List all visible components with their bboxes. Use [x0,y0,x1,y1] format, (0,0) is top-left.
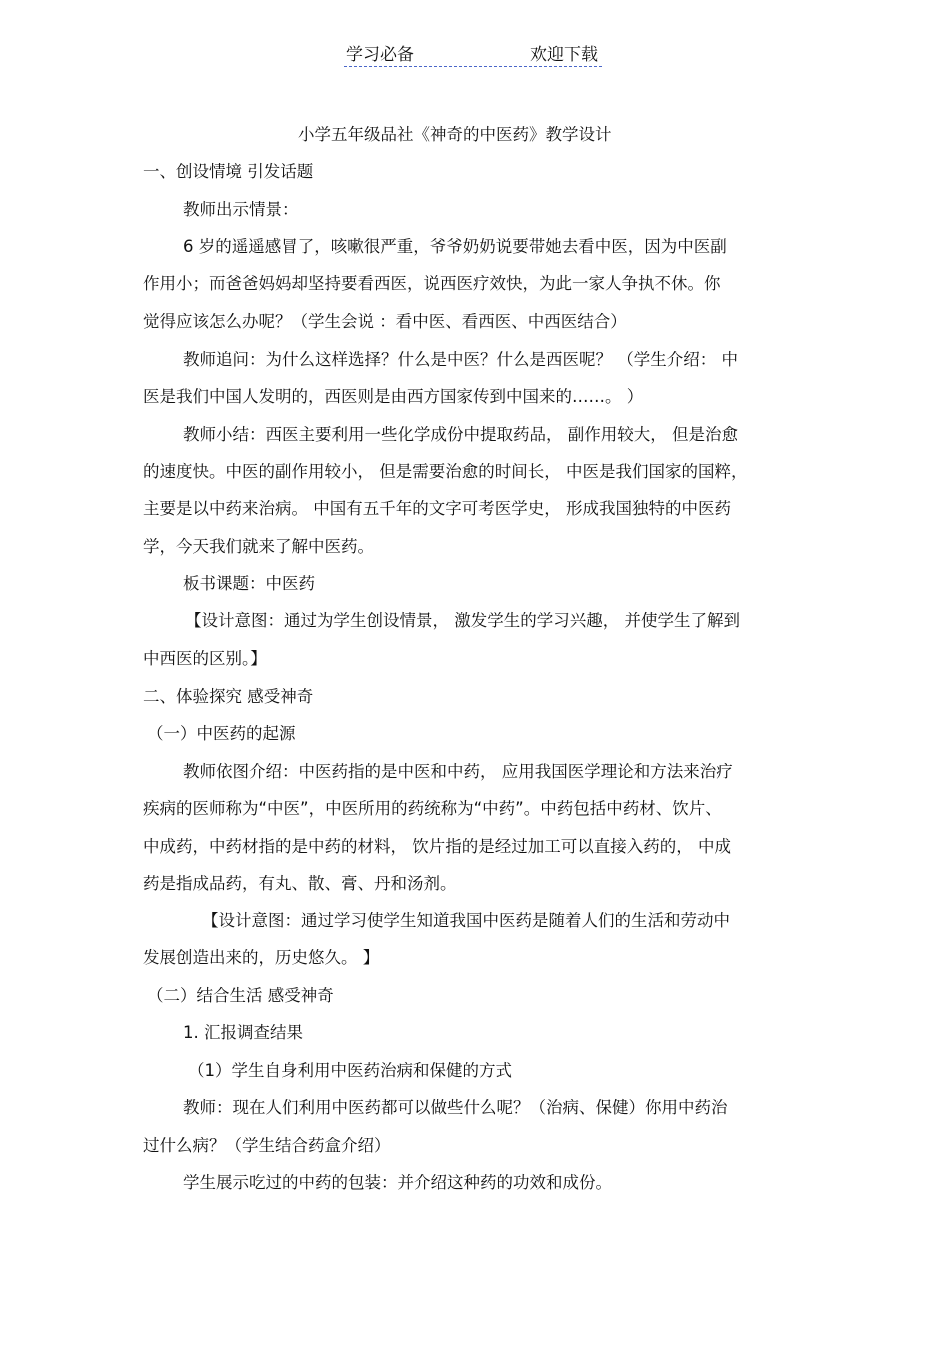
paragraph-line: 教师小结：西医主要利用一些化学成份中提取药品， 副作用较大， 但是治愈 [183,425,738,444]
paragraph-line: 中成药，中药材指的是中药的材料， 饮片指的是经过加工可以直接入药的， 中成 [143,837,731,856]
list-subheading: （1）学生自身利用中医药治病和保健的方式 [188,1061,512,1080]
design-intent-note: 【设计意图：通过为学生创设情景， 激发学生的学习兴趣， 并使学生了解到 [185,611,740,630]
design-intent-note: 【设计意图：通过学习使学生知道我国中医药是随着人们的生活和劳动中 [202,911,730,930]
document-title: 小学五年级品社《神奇的中医药》教学设计 [298,125,612,144]
paragraph-line: 医是我们中国人发明的，西医则是由西方国家传到中国来的……。 ） [143,387,644,406]
paragraph-line: 觉得应该怎么办呢？（学生会说 ：看中医、看西医、中西医结合） [143,312,627,331]
list-heading: 1. 汇报调查结果 [183,1023,303,1042]
subsection-heading: （一）中医药的起源 [147,724,296,743]
paragraph-line: 主要是以中药来治病。 中国有五千年的文字可考医学史， 形成我国独特的中医药 [143,499,731,518]
section-heading-1: 一、创设情境 引发话题 [143,162,314,181]
paragraph-line: 教师依图介绍：中医药指的是中医和中药， 应用我国医学理论和方法来治疗 [183,762,733,781]
design-intent-note: 中西医的区别。】 [143,649,267,668]
subsection-heading: （二）结合生活 感受神奇 [147,986,334,1005]
paragraph-line: 的速度快。中医的副作用较小， 但是需要治愈的时间长， 中医是我们国家的国粹， [143,462,748,481]
paragraph-line: 板书课题：中医药 [183,574,315,593]
paragraph-line: 教师：现在人们利用中医药都可以做些什么呢？（治病、保健）你用中药治 [183,1098,728,1117]
header-left-text: 学习必备 [346,45,414,65]
section-heading-2: 二、体验探究 感受神奇 [143,687,314,706]
page-header [344,40,602,67]
paragraph-line: 疾病的医师称为“中医”，中医所用的药统称为“中药”。中药包括中药材、饮片、 [143,799,722,818]
design-intent-note: 发展创造出来的，历史悠久。 】 [143,948,380,967]
paragraph-line: 教师出示情景： [183,200,299,219]
paragraph-line: 6 岁的遥遥感冒了，咳嗽很严重，爷爷奶奶说要带她去看中医，因为中医副 [183,237,727,256]
paragraph-line: 教师追问：为什么这样选择？什么是中医？什么是西医呢？ （学生介绍： 中 [183,350,738,369]
paragraph-line: 过什么病？（学生结合药盒介绍） [143,1136,391,1155]
paragraph-line: 学生展示吃过的中药的包装：并介绍这种药的功效和成份。 [183,1173,612,1192]
paragraph-line: 作用小；而爸爸妈妈却坚持要看西医，说西医疗效快，为此一家人争执不休。你 [143,274,721,293]
paragraph-line: 学，今天我们就来了解中医药。 [143,537,374,556]
header-right-text: 欢迎下载 [530,45,598,65]
paragraph-line: 药是指成品药，有丸、散、膏、丹和汤剂。 [143,874,457,893]
